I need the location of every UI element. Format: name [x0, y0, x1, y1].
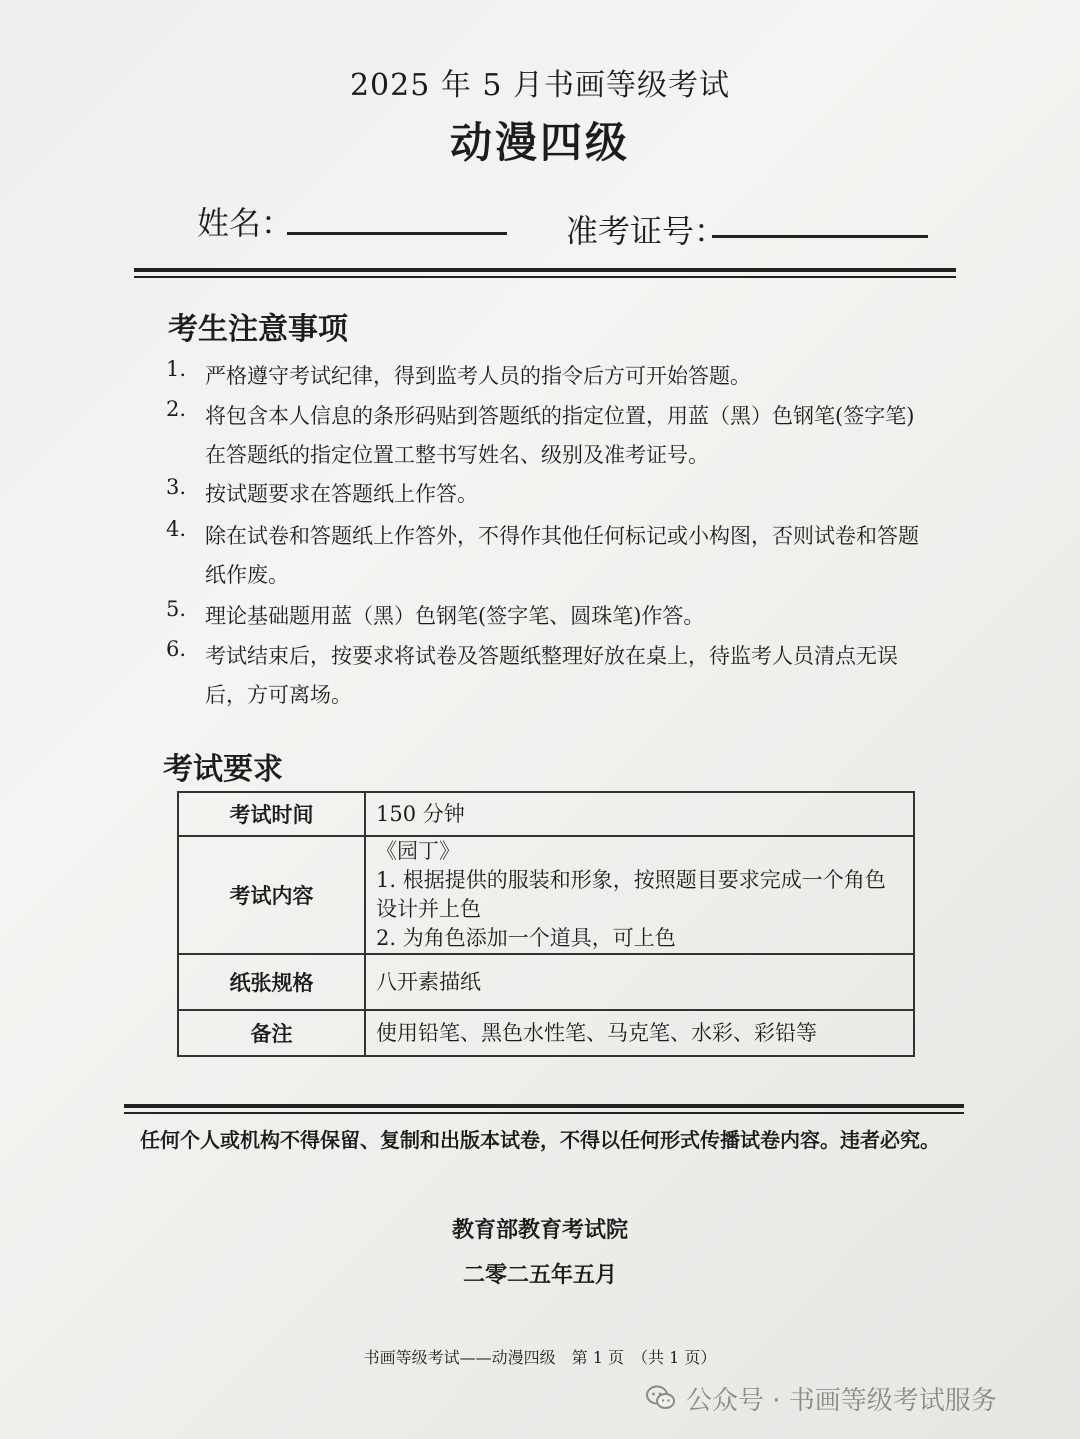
- value-line: 150 分钟: [376, 801, 465, 826]
- table-row: [178, 792, 914, 836]
- watermark-text: 公众号 · 书画等级考试服务: [686, 1385, 997, 1416]
- note-item: 理论基础题用蓝（黑）色钢笔(签字笔、圆珠笔)作答。: [205, 604, 705, 628]
- requirements-table: [177, 791, 915, 1057]
- value-line: 《园丁》: [376, 839, 460, 863]
- table-row: [178, 836, 914, 954]
- row-value: [365, 1010, 914, 1056]
- requirements-heading: 考试要求: [163, 752, 283, 787]
- exam-id-field[interactable]: [712, 235, 928, 238]
- name-label: 姓名：: [197, 204, 294, 242]
- wechat-icon: [646, 1385, 676, 1411]
- note-item: 除在试卷和答题纸上作答外，不得作其他任何标记或小构图，否则试卷和答题纸作废。: [205, 524, 919, 587]
- row-label: 纸张规格: [178, 954, 365, 1010]
- issue-date: 二零二五年五月: [462, 1262, 617, 1288]
- value-line: 1. 根据提供的服装和形象，按照题目要求完成一个角色设计并上色: [376, 868, 886, 921]
- note-number: 3.: [166, 475, 187, 499]
- exam-title: 2025 年 5 月书画等级考试: [349, 68, 731, 103]
- exam-level-title: 动漫四级: [449, 118, 630, 167]
- page-footer: 书画等级考试——动漫四级 第 1 页 （共 1 页）: [363, 1348, 717, 1367]
- note-item: 严格遵守考试纪律，得到监考人员的指令后方可开始答题。: [205, 364, 751, 388]
- note-number: 2.: [166, 397, 187, 421]
- row-value: [365, 836, 914, 954]
- watermark: [646, 1378, 997, 1418]
- header-divider: [134, 268, 956, 278]
- table-row: [178, 1010, 914, 1056]
- note-number: 5.: [166, 597, 187, 621]
- notes-heading: 考生注意事项: [168, 312, 348, 347]
- value-line: 八开素描纸: [376, 969, 481, 994]
- note-number: 4.: [166, 517, 187, 541]
- note-number: 1.: [166, 357, 187, 381]
- note-item: 按试题要求在答题纸上作答。: [205, 482, 478, 506]
- table-row: [178, 954, 914, 1010]
- value-line: 2. 为角色添加一个道具，可上色: [376, 926, 676, 950]
- note-number: 6.: [166, 637, 187, 661]
- value-line: 使用铅笔、黑色水性笔、马克笔、水彩、彩铅等: [376, 1020, 817, 1045]
- row-label: 考试时间: [178, 792, 365, 836]
- copyright-notice: 任何个人或机构不得保留、复制和出版本试卷，不得以任何形式传播试卷内容。违者必究。: [140, 1128, 940, 1152]
- issuing-organization: 教育部教育考试院: [451, 1217, 628, 1243]
- name-field[interactable]: [287, 232, 507, 235]
- row-value: [365, 792, 914, 836]
- exam-id-label: 准考证号：: [566, 212, 727, 250]
- note-item: 将包含本人信息的条形码贴到答题纸的指定位置，用蓝（黑）色钢笔(签字笔)在答题纸的指定位置工整书写姓名、级别及准考证号。: [205, 404, 915, 467]
- note-item: 考试结束后，按要求将试卷及答题纸整理好放在桌上，待监考人员清点无误后，方可离场。: [205, 644, 898, 707]
- row-value: [365, 954, 914, 1010]
- footer-divider: [124, 1104, 964, 1114]
- row-label: 备注: [178, 1010, 365, 1056]
- row-label: 考试内容: [178, 836, 365, 954]
